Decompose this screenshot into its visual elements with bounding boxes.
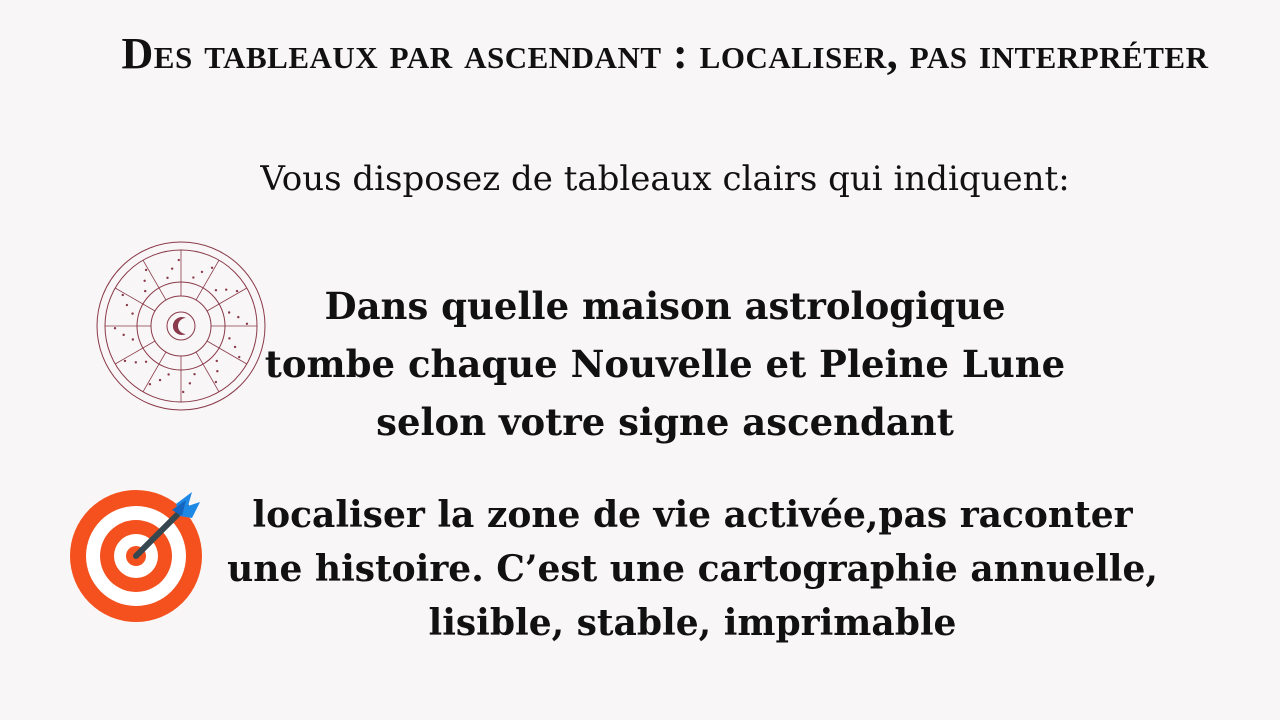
point-cartography-text: localiser la zone de vie activée,pas raconter une histoire. C’est une cartographie annuelle, lisible, stable, imprimable — [227, 494, 1158, 644]
slide-title: Des tableaux par ascendant : localiser, pas interpréter — [121, 29, 1209, 78]
zodiac-wheel-icon — [95, 240, 267, 412]
target-arrow-icon — [68, 488, 204, 624]
slide-subtitle: Vous disposez de tableaux clairs qui indiquent: — [260, 159, 1070, 199]
point-houses-text: Dans quelle maison astrologique tombe chaque Nouvelle et Pleine Lune selon votre signe ascendant — [264, 284, 1066, 444]
